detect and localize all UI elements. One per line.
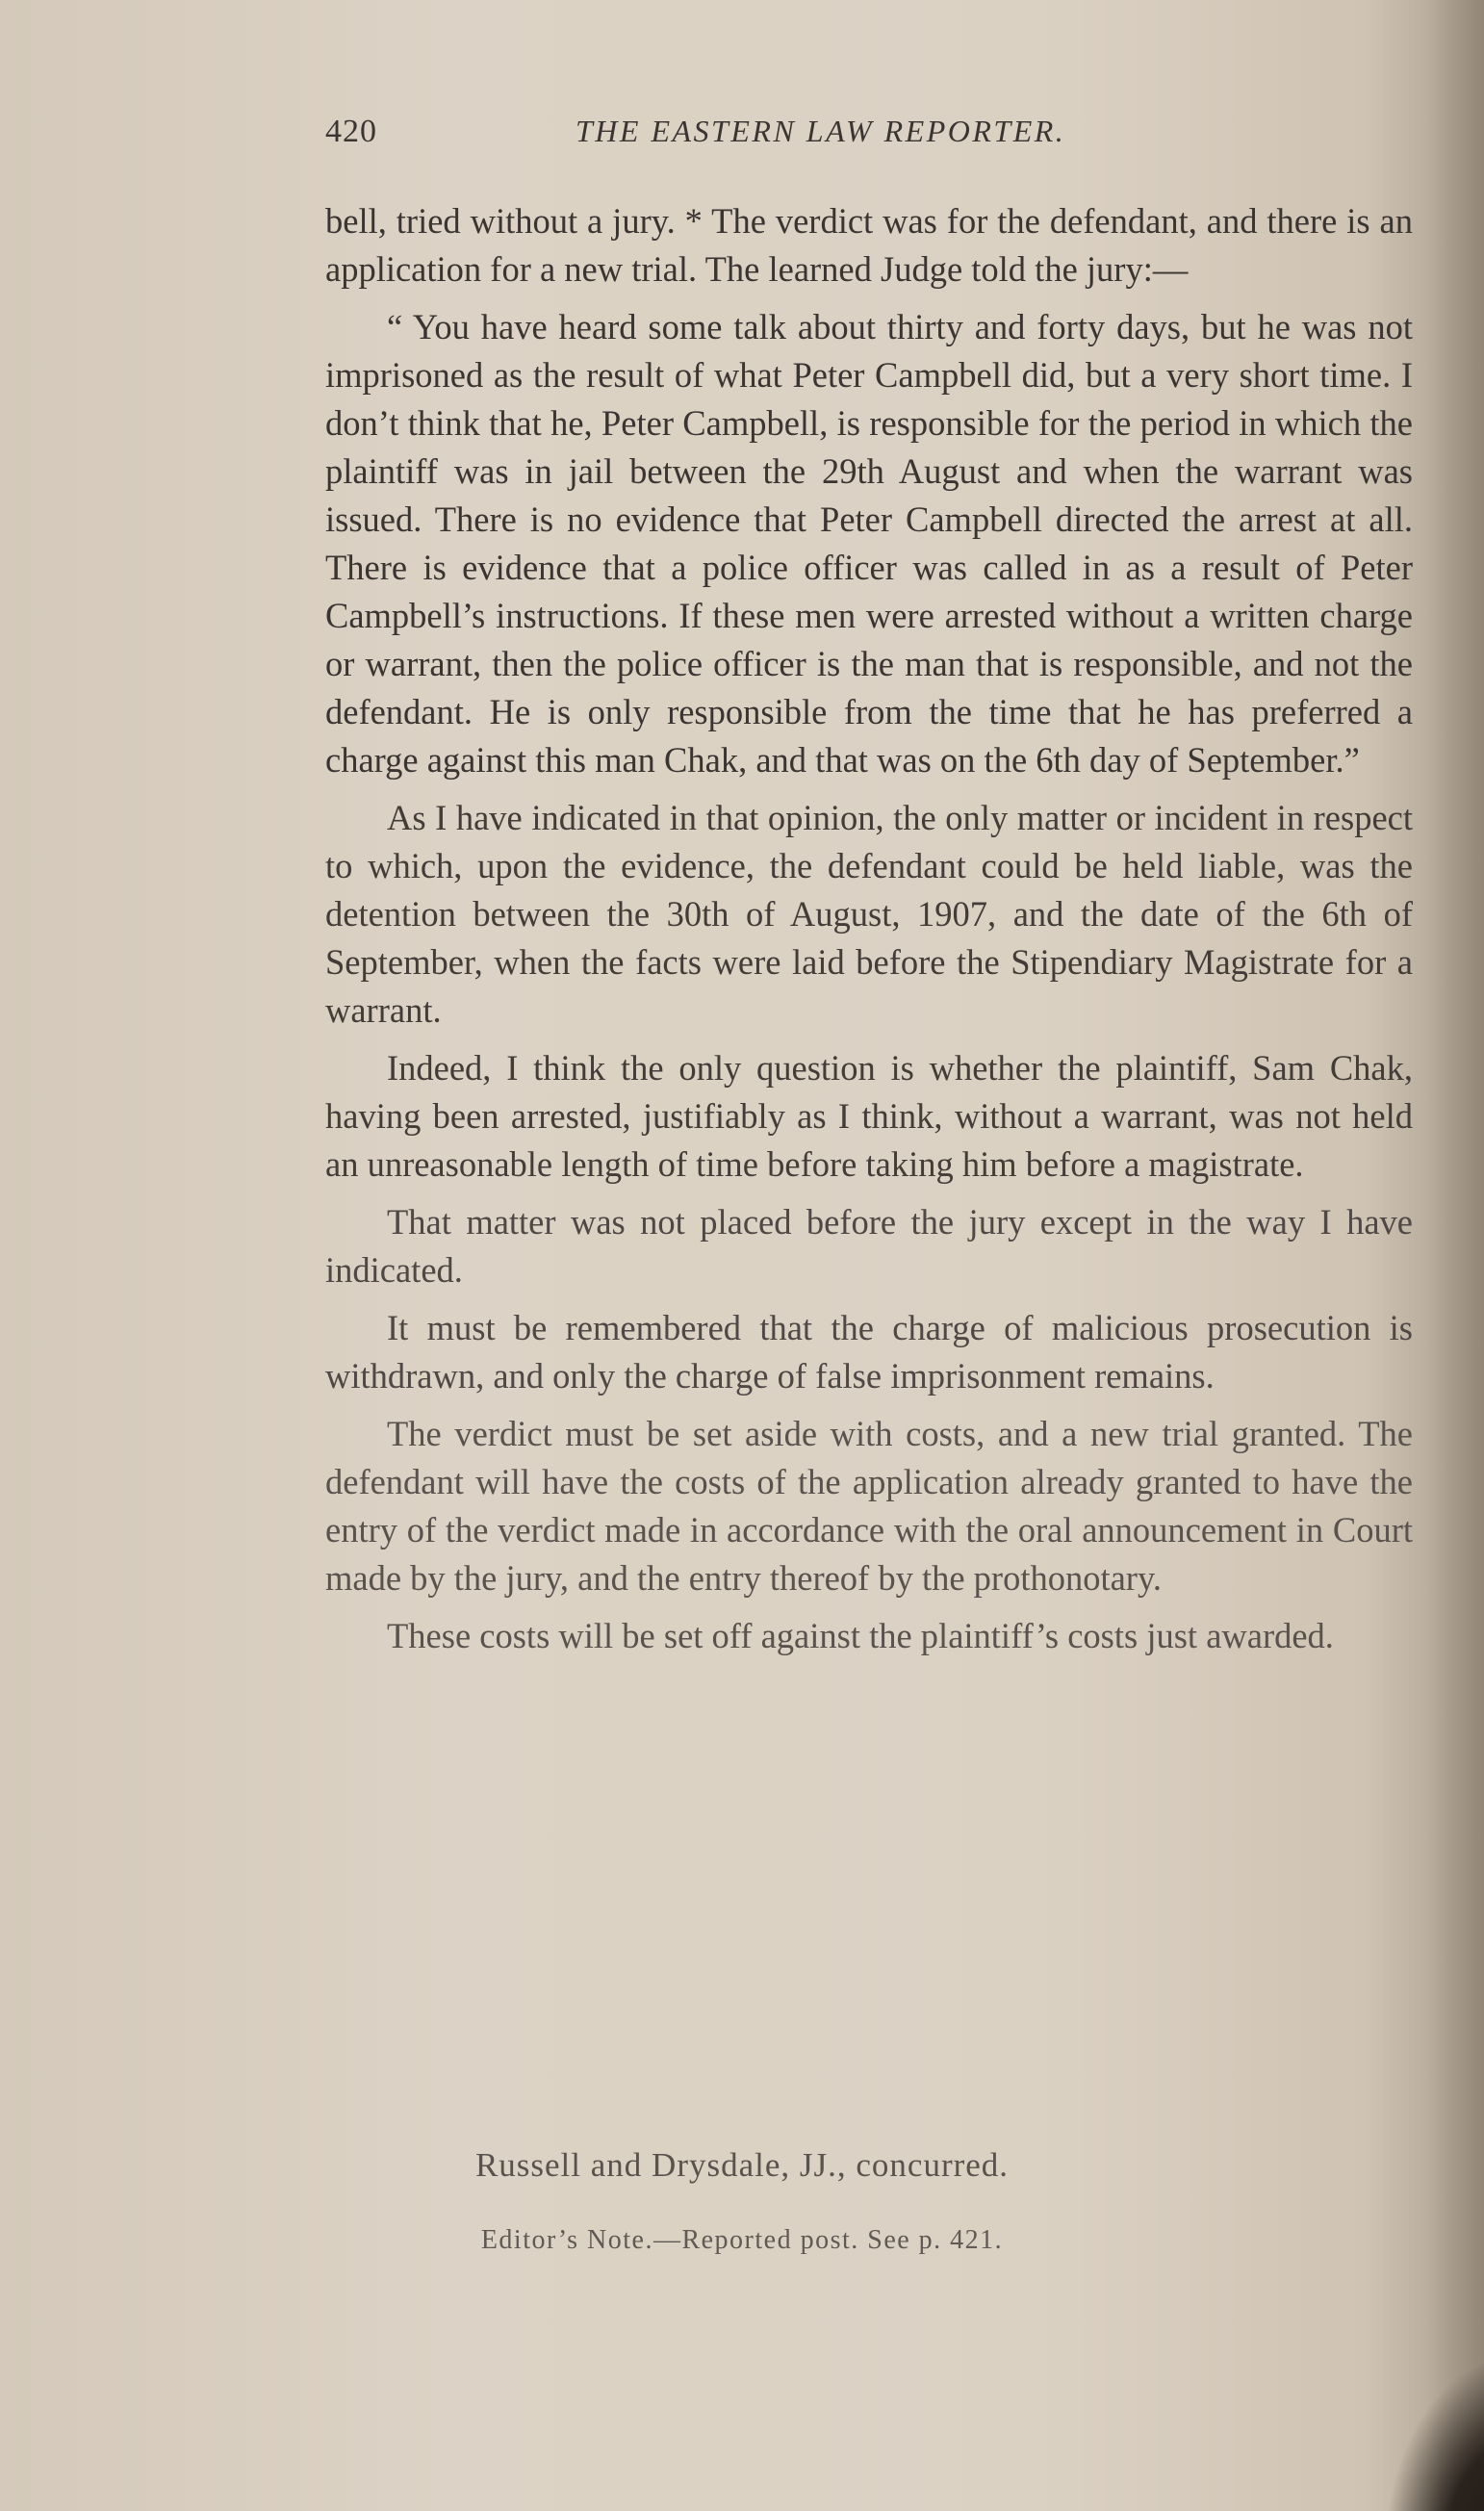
paragraph-5: That matter was not placed before the jury except in the way I have indicated. bbox=[325, 1202, 1413, 1290]
editor-note: Editor’s Note.—Reported post. See p. 421. bbox=[480, 2225, 1004, 2255]
page-header bbox=[325, 114, 1394, 162]
page-edge-shadow bbox=[1426, 0, 1484, 2511]
paragraph-6: It must be remembered that the charge of malicious prosecution is withdrawn, and only the charge of false imprisonment remains. bbox=[325, 1308, 1413, 1396]
paragraph-3: As I have indicated in that opinion, the only matter or incident in respect to which, upon the evidence, the defendant could be held liable, was the detention between the 30th of August, 1907, and the date of the 6th of September, when the facts were laid before the Stipendiary Magistrate for a warrant. bbox=[325, 798, 1413, 1030]
paragraph-8: These costs will be set off against the plaintiff’s costs just awarded. bbox=[387, 1616, 1334, 1655]
paragraph-2-quote: “ You have heard some talk about thirty and forty days, but he was not imprisoned as the result of what Peter Campbell did, but a very short time. I don’t think that he, Peter Campbell, is responsible for the period in which the plaintiff was in jail between the 29th August and when the warrant was issued. There is no evidence that Peter Campbell directed the arrest at all. There is evidence that a police officer was called in as a result of Peter Campbell’s instructions. If these men were arrested without a written charge or warrant, then the police officer is the man that is responsible, and not the defendant. He is only responsible from the time that he has preferred a charge against this man Chak, and that was on the 6th day of September.” bbox=[325, 307, 1413, 780]
page-corner-shadow bbox=[1388, 2357, 1484, 2511]
running-head: THE EASTERN LAW REPORTER. bbox=[576, 114, 1066, 148]
paragraph-4: Indeed, I think the only question is whether the plaintiff, Sam Chak, having been arrested, justifiably as I think, without a warrant, was not held an unreasonable length of time before taking him before a magistrate. bbox=[325, 1048, 1413, 1184]
paragraph-7: The verdict must be set aside with costs, and a new trial granted. The defendant will have the costs of the application already granted to have the entry of the verdict made in accordance with the oral announcement in Court made by the jury, and the entry thereof by the prothonotary. bbox=[325, 1414, 1413, 1598]
paragraph-1: bell, tried without a jury. * The verdict was for the defendant, and there is an application for a new trial. The learned Judge told the jury:— bbox=[325, 201, 1413, 289]
page-number: 420 bbox=[325, 114, 377, 149]
concurrence-line: Russell and Drysdale, JJ., concurred. bbox=[474, 2146, 1010, 2184]
page-body bbox=[325, 197, 1413, 1670]
